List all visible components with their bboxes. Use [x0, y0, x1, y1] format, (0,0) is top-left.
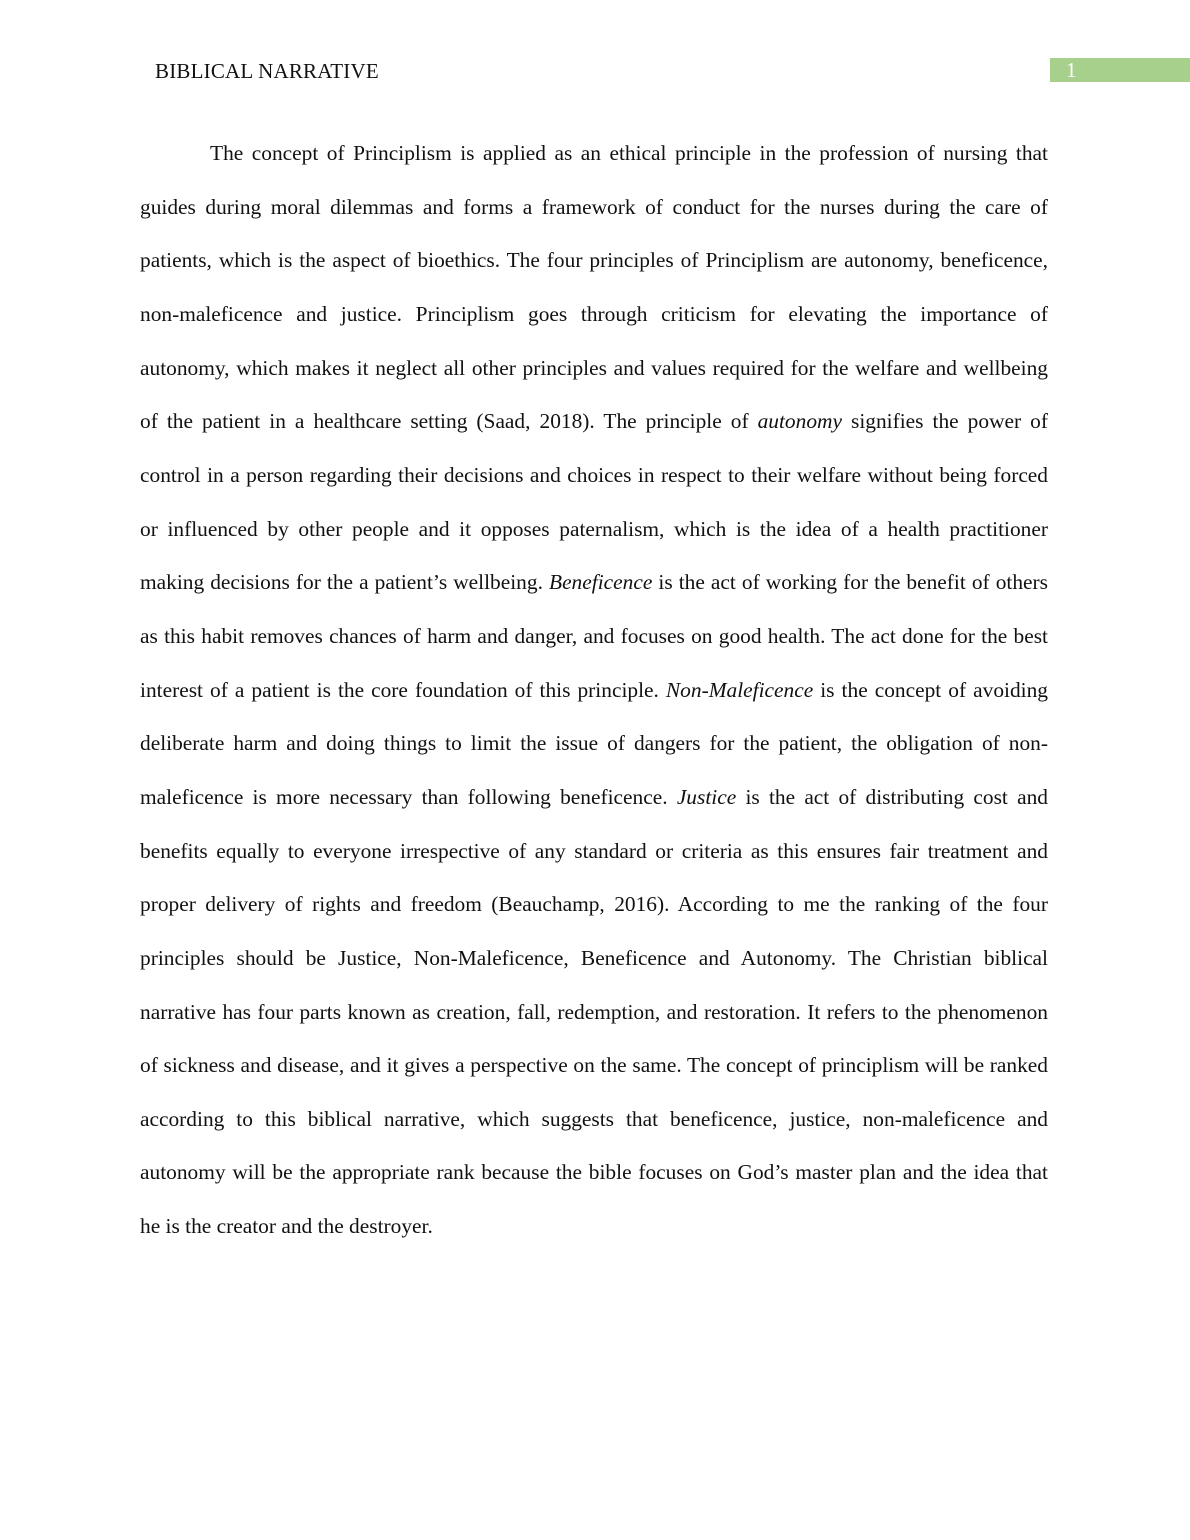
text-run: The concept of Principlism is applied as an ethical principle in the profession of nursing that guides during moral dilemmas and forms a framework of conduct for the nurses during the care of patients, which is the aspect of bioethics. The four principles of Principlism are autonomy, beneficence, non-maleficence and justice. Principlism goes through criticism for elevating the importance of autonomy, which makes it neglect all other principles and values required for the welfare and wellbeing of the patient in a healthcare setting (Saad, 2018). The principle of: [140, 141, 1048, 434]
page-number-box: [1050, 58, 1190, 82]
text-run: is the act of distributing cost and benefits equally to everyone irrespective of any standard or criteria as this ensures fair treatment and proper delivery of rights and freedom (Beauchamp, 2016). According to me the ranking of the four principles should be Justice, Non-Maleficence, Beneficence and Autonomy. The Christian biblical narrative has four parts known as creation, fall, redemption, and restoration. It refers to the phenomenon of sickness and disease, and it gives a perspective on the same. The concept of principlism will be ranked according to this biblical narrative, which suggests that beneficence, justice, non-maleficence and autonomy will be the appropriate rank because the bible focuses on God’s master plan and the idea that he is the creator and the destroyer.: [140, 784, 1048, 1239]
italic-term-non-maleficence: Non-Maleficence: [665, 677, 814, 702]
text-run: is the concept of avoiding deliberate harm and doing things to limit the issue of dangers for the patient, the obligation of non-maleficence is more necessary than following beneficence.: [140, 677, 1048, 809]
italic-term-beneficence: Beneficence: [549, 570, 653, 595]
italic-term-autonomy: autonomy: [757, 409, 842, 434]
text-run: signifies the power of control in a person regarding their decisions and choices in respect to their welfare without being forced or influenced by other people and it opposes paternalism, which is the idea of a health practitioner making decisions for the a patient’s wellbeing.: [140, 409, 1048, 595]
text-run: is the act of working for the benefit of others as this habit removes chances of harm and danger, and focuses on good health. The act done for the best interest of a patient is the core foundation of this principle.: [140, 570, 1048, 702]
body-paragraph: [140, 127, 1048, 1254]
italic-term-justice: Justice: [676, 784, 737, 809]
page-number: 1: [1066, 58, 1077, 82]
running-head: BIBLICAL NARRATIVE: [155, 59, 379, 83]
